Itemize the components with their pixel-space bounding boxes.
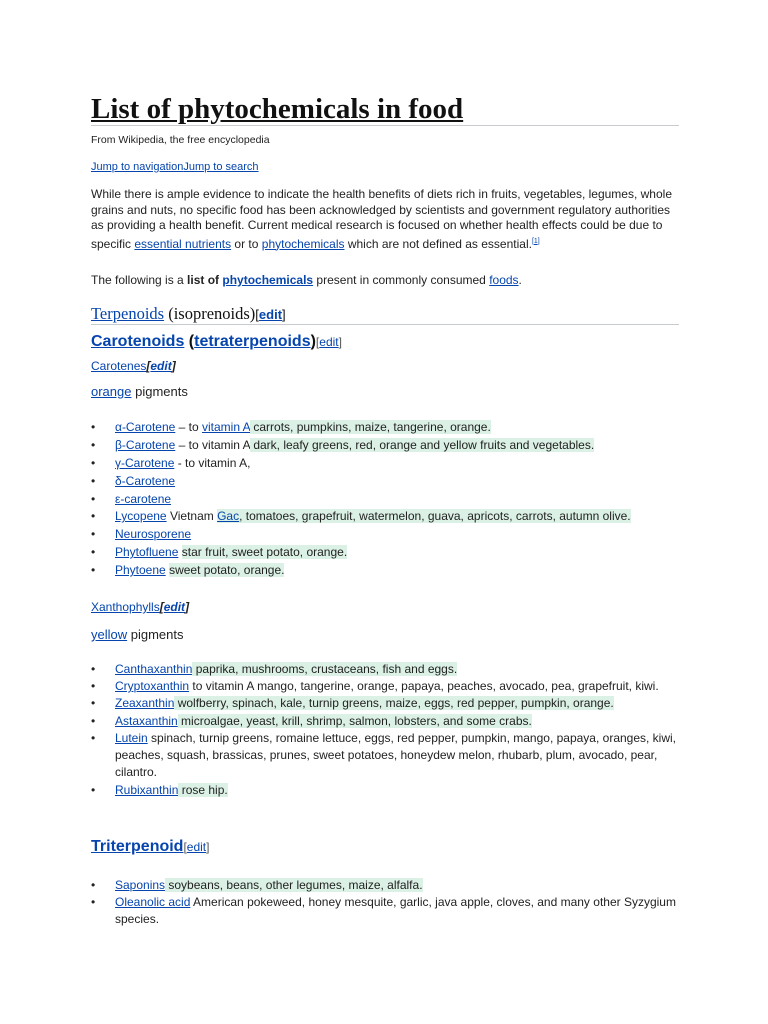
carotenoids-link[interactable]: Carotenoids [91,333,185,350]
heading-text: ( [184,333,195,350]
beta-carotene-link[interactable]: β-Carotene [115,438,176,452]
jump-links [91,161,259,173]
tetraterpenoids-link[interactable]: tetraterpenoids [194,333,311,350]
title-divider [91,125,679,126]
food-sources: paprika, mushrooms, crustaceans, fish and eggs. [192,662,458,676]
list-item [91,894,681,928]
edit-link[interactable]: edit [258,307,283,322]
xanthophylls-link[interactable]: Xanthophylls [91,600,160,614]
list-item [91,730,681,781]
food-sources: soybeans, beans, other legumes, maize, alfalfa. [165,878,423,892]
list-item [91,418,681,436]
list-item [91,508,681,525]
food-sources: star fruit, sweet potato, orange. [181,545,348,559]
phytochemicals-link[interactable]: phytochemicals [261,236,345,251]
intro-text: While there is ample evidence to indicate the health benefits of diets rich in fruits, vegetables, legumes, whole grains and nuts, no specific food has been acknowledged by scientists and government regulatory authorities as providing a health benefit. Current medical research is focused on whether health effects could be due to specific [91,187,672,251]
list-intro-text: . [518,273,522,287]
list-item [91,472,681,490]
list-item [91,436,681,454]
food-sources: American pokeweed, honey mesquite, garlic, java apple, cloves, and many other Syzygium species. [115,895,676,926]
item-text: Vietnam [166,509,218,523]
food-sources: to vitamin A mango, tangerine, orange, papaya, peaches, avocado, pea, grapefruit, kiwi. [189,679,659,693]
item-text: - to vitamin A, [174,456,251,470]
section-divider [91,324,679,325]
astaxanthin-link[interactable]: Astaxanthin [115,714,178,728]
list-intro [91,273,522,287]
phytochemicals-bold-link[interactable]: phytochemicals [222,273,314,287]
lutein-link[interactable]: Lutein [115,731,148,745]
list-item [91,781,681,799]
canthaxanthin-link[interactable]: Canthaxanthin [115,662,193,676]
carotenes-link[interactable]: Carotenes [91,359,147,373]
yellow-link[interactable]: yellow [91,627,128,642]
subheading-xanthophylls: Xanthophylls[edit] [91,600,190,614]
reference-link[interactable]: [1] [531,237,540,245]
pigment-line [91,627,184,642]
alpha-carotene-link[interactable]: α-Carotene [115,420,176,434]
list-item [91,678,681,695]
food-sources: microalgae, yeast, krill, shrimp, salmon, lobsters, and some crabs. [177,714,532,728]
pigment-line [91,384,188,399]
intro-text: which are not defined as essential. [344,236,532,251]
food-sources: , tomatoes, grapefruit, watermelon, guava, apricots, carrots, autumn olive. [239,509,631,523]
item-text: – to [175,420,202,434]
terpenoids-link[interactable]: Terpenoids [91,304,165,323]
saponins-link[interactable]: Saponins [115,878,166,892]
heading-text: ) [310,333,316,350]
edit-link[interactable]: edit [163,600,186,614]
delta-carotene-link[interactable]: δ-Carotene [115,474,176,488]
list-item [91,490,681,508]
section-heading-terpenoids: Terpenoids (isoprenoids)[edit] [91,304,286,323]
jump-to-navigation-link[interactable]: Jump to navigation [91,161,184,173]
food-sources: carrots, pumpkins, maize, tangerine, orange. [250,420,491,434]
lycopene-link[interactable]: Lycopene [115,509,167,523]
food-sources: wolfberry, spinach, kale, turnip greens, maize, eggs, red pepper, pumpkin, orange. [174,696,614,710]
xanthophylls-list [91,660,681,799]
list-item [91,525,681,543]
zeaxanthin-link[interactable]: Zeaxanthin [115,696,175,710]
list-item [91,660,681,678]
list-item [91,561,681,579]
list-intro-text: present in commonly consumed [313,273,490,287]
gac-link[interactable]: Gac [217,509,240,523]
intro-paragraph [91,187,679,252]
edit-link[interactable]: edit [150,359,172,373]
food-sources: sweet potato, orange. [169,563,285,577]
section-heading-carotenoids: Carotenoids (tetraterpenoids)[edit] [91,333,342,350]
phytoene-link[interactable]: Phytoene [115,563,166,577]
list-item [91,876,681,894]
oleanolic-acid-link[interactable]: Oleanolic acid [115,895,191,909]
section-heading-triterpenoid: Triterpenoid[edit] [91,838,210,855]
neurosporene-link[interactable]: Neurosporene [115,527,192,541]
list-item [91,712,681,730]
vitamin-a-link[interactable]: vitamin A [202,420,251,434]
cryptoxanthin-link[interactable]: Cryptoxanthin [115,679,190,693]
subheading-carotenes: Carotenes[edit] [91,359,176,373]
food-sources: dark, leafy greens, red, orange and yellow fruits and vegetables. [249,438,595,452]
epsilon-carotene-link[interactable]: ε-carotene [115,492,172,506]
section-heading-text: (isoprenoids) [164,304,256,323]
food-sources: rose hip. [178,783,228,797]
edit-link[interactable]: edit [319,335,339,349]
jump-to-search-link[interactable]: Jump to search [183,161,259,173]
pigment-text: pigments [127,627,184,642]
site-subtitle: From Wikipedia, the free encyclopedia [91,134,270,146]
triterpenoid-list [91,876,681,928]
page-title: List of phytochemicals in food [91,93,464,125]
food-sources: spinach, turnip greens, romaine lettuce, eggs, red pepper, pumpkin, mango, papaya, oranges, kiwi, peaches, squash, brassicas, prunes, sweet potatoes, honeydew melon, rhubarb, plum, avocado, pear, cilantro. [115,731,677,779]
edit-link[interactable]: edit [186,840,207,854]
intro-text: or to [231,236,262,251]
list-intro-text: The following is a [91,273,188,287]
orange-link[interactable]: orange [91,384,132,399]
triterpenoid-link[interactable]: Triterpenoid [91,838,184,855]
foods-link[interactable]: foods [489,273,519,287]
essential-nutrients-link[interactable]: essential nutrients [134,236,232,251]
list-item [91,454,681,472]
phytofluene-link[interactable]: Phytofluene [115,545,179,559]
carotenes-list [91,418,681,579]
item-text: – to vitamin A [175,438,250,452]
gamma-carotene-link[interactable]: γ-Carotene [115,456,175,470]
list-item [91,695,681,712]
pigment-text: pigments [131,384,188,399]
rubixanthin-link[interactable]: Rubixanthin [115,783,179,797]
list-intro-bold: list of [187,273,223,287]
list-item [91,543,681,561]
